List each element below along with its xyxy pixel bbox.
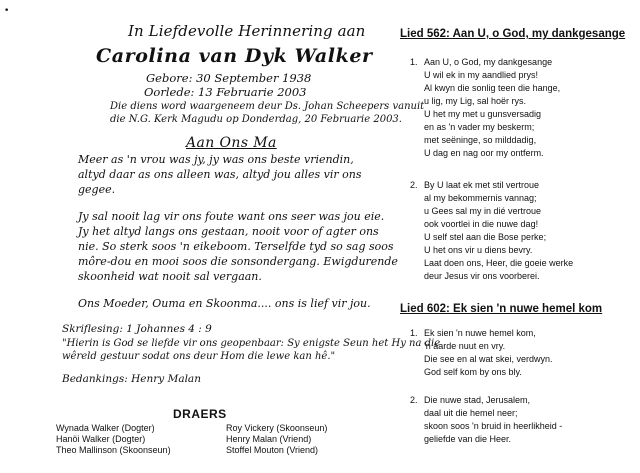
hymn-title: Lied 602: Ek sien 'n nuwe hemel kom bbox=[400, 303, 603, 315]
verse-number: 2. bbox=[410, 180, 418, 190]
hymn-line: skoon soos 'n bruid in heerlikheid - bbox=[424, 421, 563, 431]
hymn-line: By U laat ek met stil vertroue bbox=[424, 180, 540, 190]
poem-title: Aan Ons Ma bbox=[186, 135, 277, 151]
hymn-line: Die see en al wat skei, verdwyn. bbox=[424, 354, 553, 364]
pallbearer-name: Roy Vickery (Skoonseun) bbox=[226, 423, 328, 433]
poem-line: Meer as 'n vrou was jy, jy was ons beste vriendin, bbox=[78, 153, 354, 166]
hymn-line: Die nuwe stad, Jerusalem, bbox=[424, 395, 531, 405]
verse-number: 1. bbox=[410, 57, 418, 67]
scripture-reading-label: Skriflesing: 1 Johannes 4 : 9 bbox=[62, 323, 212, 335]
hymn-line: met seëninge, so milddadig, bbox=[424, 135, 537, 145]
hymn-line: 'n aarde nuut en vry. bbox=[424, 341, 506, 351]
memorial-heading: In Liefdevolle Herinnering aan bbox=[128, 22, 366, 40]
poem-line: Jy het altyd langs ons gestaan, nooit voor of agter ons bbox=[78, 225, 379, 238]
hymn-line: Laat doen ons, Heer, die goeie werke bbox=[424, 258, 574, 268]
hymn-line: God self kom by ons bly. bbox=[424, 367, 522, 377]
pallbearer-name: Wynada Walker (Dogter) bbox=[56, 423, 155, 433]
scripture-reading-text: wêreld gestuur sodat ons deur Hom die lewe kan hê." bbox=[62, 351, 336, 362]
service-info-line: Die diens word waargeneem deur Ds. Johan Scheepers vanuit bbox=[110, 101, 425, 112]
thanks-line: Bedankings: Henry Malan bbox=[62, 373, 201, 385]
hymn-line: U dag en nag oor my ontferm. bbox=[424, 148, 544, 158]
pallbearers-title: DRAERS bbox=[173, 407, 227, 421]
scripture-reading-text: "Hierin is God se liefde vir ons geopenbaar: Sy enigste Seun het Hy na die bbox=[62, 338, 441, 349]
hymn-line: geliefde van die Heer. bbox=[424, 434, 512, 444]
deceased-name: Carolina van Dyk Walker bbox=[96, 45, 373, 67]
hymn-title: Lied 562: Aan U, o God, my dankgesange bbox=[400, 28, 626, 40]
hymn-line: u Gees sal my in dié vertroue bbox=[424, 206, 542, 216]
hymn-line: Aan U, o God, my dankgesange bbox=[424, 57, 553, 67]
death-date: Oorlede: 13 Februarie 2003 bbox=[144, 85, 307, 99]
verse-number: 2. bbox=[410, 395, 418, 405]
poem-line: nie. So sterk soos 'n eikeboom. Terselfde tyd so sag soos bbox=[78, 240, 394, 253]
verse-number: 1. bbox=[410, 328, 418, 338]
hymn-line: deur Jesus vir ons voorberei. bbox=[424, 271, 540, 281]
poem-line: Ons Moeder, Ouma en Skoonma.... ons is lief vir jou. bbox=[78, 297, 371, 310]
pallbearer-name: Henry Malan (Vriend) bbox=[226, 434, 312, 444]
pallbearer-name: Hanöi Walker (Dogter) bbox=[56, 434, 146, 444]
hymn-line: U het my met u gunsversadig bbox=[424, 109, 542, 119]
hymn-line: ook voortlei in die nuwe dag! bbox=[424, 219, 539, 229]
hymn-line: U het ons vir u diens bevry. bbox=[424, 245, 533, 255]
hymn-line: daal uit die hemel neer; bbox=[424, 408, 518, 418]
poem-line: altyd daar as ons alleen was, altyd jou alles vir ons bbox=[78, 168, 362, 181]
hymn-line: Al kwyn die sonlig teen die hange, bbox=[424, 83, 561, 93]
pallbearer-name: Stoffel Mouton (Vriend) bbox=[226, 445, 319, 455]
hymn-line: Ek sien 'n nuwe hemel kom, bbox=[424, 328, 536, 338]
hymn-line: u lig, my Lig, sal hoër rys. bbox=[424, 96, 527, 106]
poem-line: gegee. bbox=[78, 183, 116, 196]
poem-line: Jy sal nooit lag vir ons foute want ons seer was jou eie. bbox=[78, 210, 385, 223]
hymn-line: al my bekommernis vannag; bbox=[424, 193, 537, 203]
corner-mark: • bbox=[4, 6, 10, 16]
hymn-line: en as 'n vader my beskerm; bbox=[424, 122, 535, 132]
poem-line: môre-dou en mooi soos die sonsondergang. Ewigdurende bbox=[78, 255, 398, 268]
pallbearer-name: Theo Mallinson (Skoonseun) bbox=[56, 445, 171, 455]
birth-date: Gebore: 30 September 1938 bbox=[146, 71, 312, 85]
hymn-line: U self stel aan die Bose perke; bbox=[424, 232, 547, 242]
service-info-line: die N.G. Kerk Magudu op Donderdag, 20 Februarie 2003. bbox=[110, 114, 402, 125]
poem-line: skoonheid wat nooit sal vergaan. bbox=[78, 270, 262, 283]
hymn-line: U wil ek in my aandlied prys! bbox=[424, 70, 539, 80]
